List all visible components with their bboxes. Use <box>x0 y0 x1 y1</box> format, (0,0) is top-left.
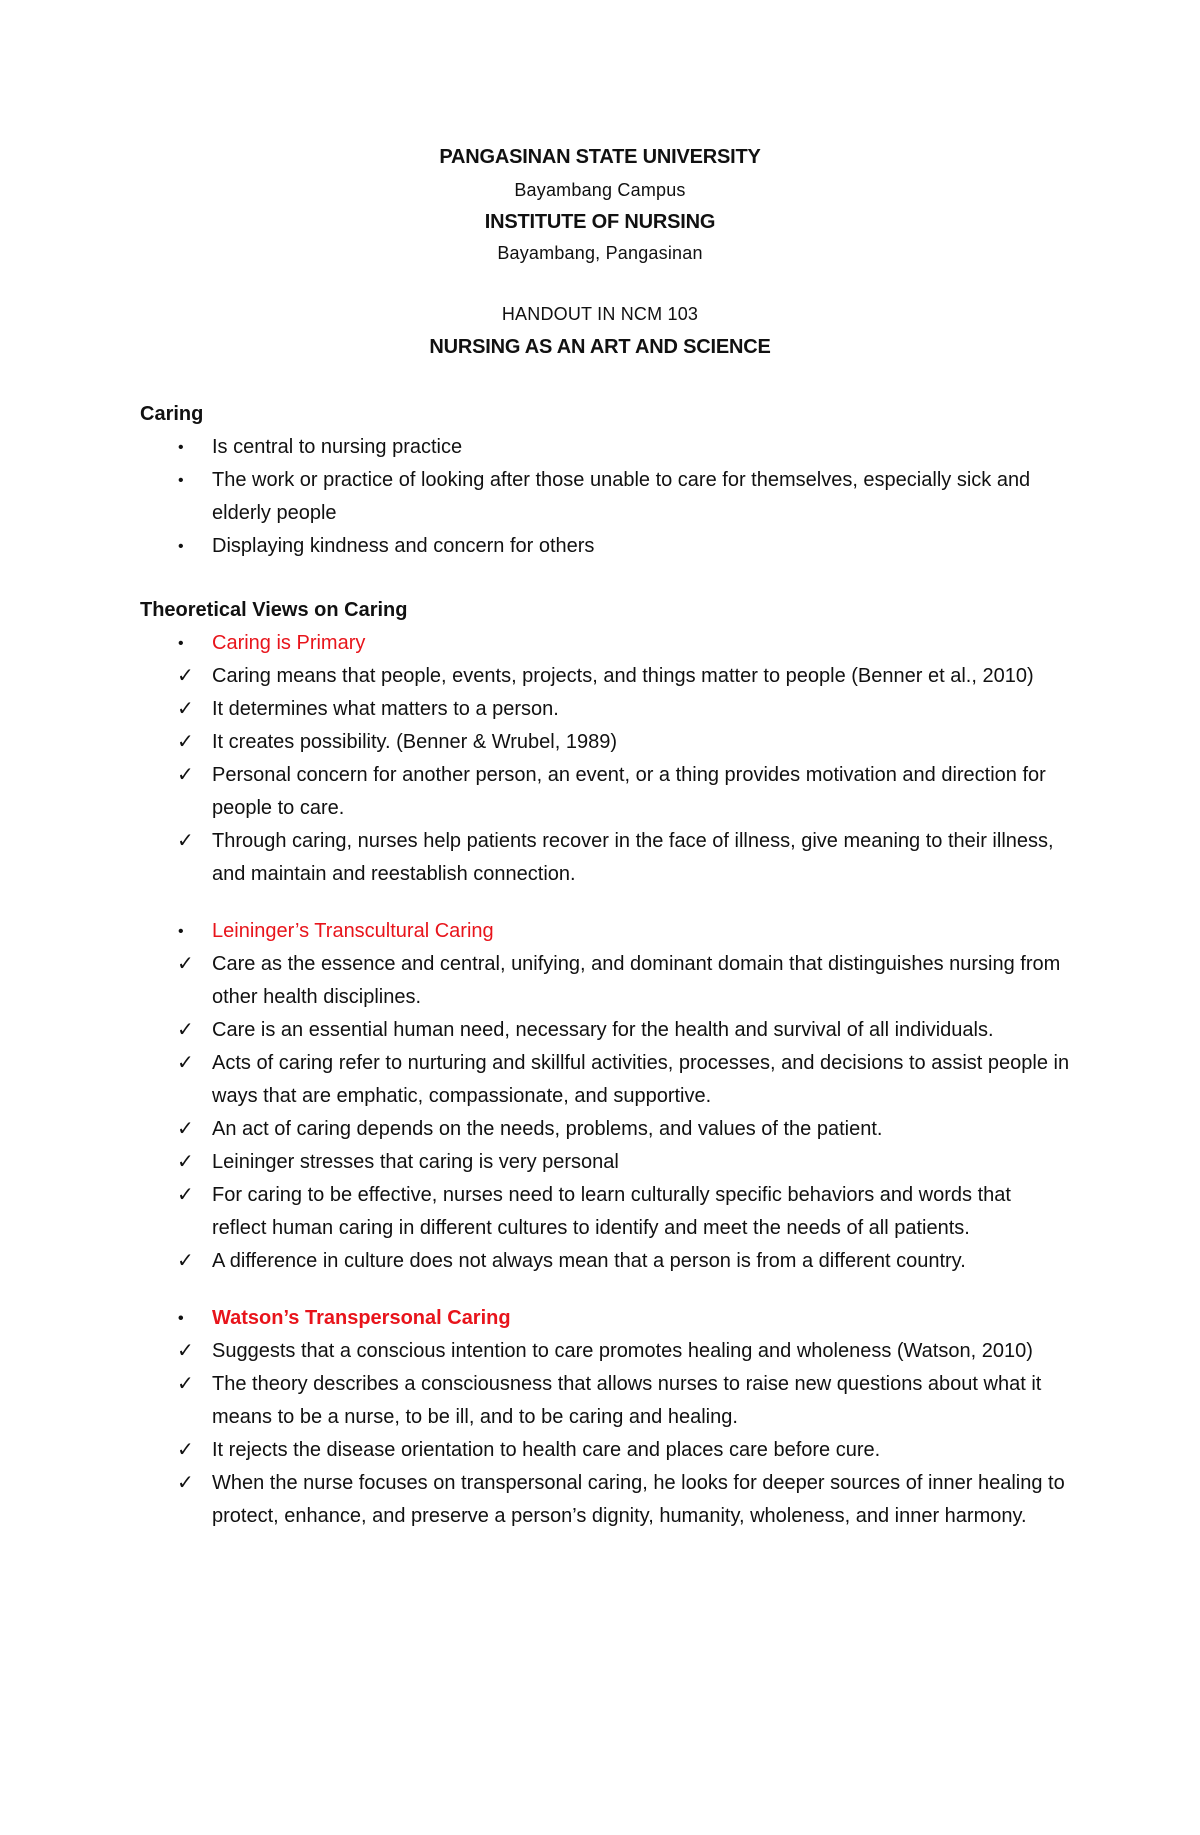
bullet-icon: • <box>178 1310 184 1327</box>
list-item: ✓ Suggests that a conscious intention to care promotes healing and wholeness (Watson, 2010) <box>140 1335 1070 1368</box>
caring-heading: Caring <box>140 403 204 425</box>
bullet-icon: • <box>178 538 184 555</box>
checkmark-icon: ✓ <box>177 1184 194 1206</box>
list-item: ✓ Personal concern for another person, an event, or a thing provides motivation and direction for people to care. <box>140 759 1070 825</box>
theoretical-views-heading: Theoretical Views on Caring <box>140 599 408 621</box>
list-item: ✓ Through caring, nurses help patients recover in the face of illness, give meaning to their illness, and maintain and reestablish connection. <box>140 825 1070 891</box>
list-item: ✓ For caring to be effective, nurses need to learn culturally specific behaviors and words that reflect human caring in different cultures to identify and meet the needs of all patients. <box>140 1179 1070 1245</box>
watson-section <box>140 1302 1070 1533</box>
campus-name: Bayambang Campus <box>514 180 686 200</box>
list-item: ✓ It creates possibility. (Benner & Wrubel, 1989) <box>140 726 1070 759</box>
checkmark-icon: ✓ <box>177 731 194 753</box>
list-item: ✓ It rejects the disease orientation to health care and places care before cure. <box>140 1434 1070 1467</box>
section-heading: • Watson’s Transpersonal Caring <box>140 1302 1070 1335</box>
leininger-section <box>140 915 1070 1278</box>
checkmark-icon: ✓ <box>177 1052 194 1074</box>
checkmark-icon: ✓ <box>177 1472 194 1494</box>
section-heading: • Caring is Primary <box>140 627 1070 660</box>
bullet-icon: • <box>178 635 184 652</box>
list-item: ✓ Caring means that people, events, projects, and things matter to people (Benner et al., 2010) <box>140 660 1070 693</box>
checkmark-icon: ✓ <box>177 1373 194 1395</box>
checkmark-icon: ✓ <box>177 1118 194 1140</box>
checkmark-icon: ✓ <box>177 830 194 852</box>
checkmark-icon: ✓ <box>177 665 194 687</box>
list-item: ✓ Acts of caring refer to nurturing and skillful activities, processes, and decisions to assist people in ways that are emphatic, compassionate, and supportive. <box>140 1047 1070 1113</box>
list-item: • The work or practice of looking after those unable to care for themselves, especially sick and elderly people <box>140 464 1070 530</box>
checkmark-icon: ✓ <box>177 1250 194 1272</box>
location-text: Bayambang, Pangasinan <box>497 243 703 263</box>
caring-list <box>140 431 1070 563</box>
list-item: • Displaying kindness and concern for others <box>140 530 1070 563</box>
list-item: ✓ When the nurse focuses on transpersonal caring, he looks for deeper sources of inner healing to protect, enhance, and preserve a person’s dignity, humanity, wholeness, and inner harmony. <box>140 1467 1070 1533</box>
checkmark-icon: ✓ <box>177 1151 194 1173</box>
list-item: ✓ An act of caring depends on the needs, problems, and values of the patient. <box>140 1113 1070 1146</box>
checkmark-icon: ✓ <box>177 953 194 975</box>
caring-is-primary-section <box>140 627 1070 891</box>
list-item: ✓ The theory describes a consciousness that allows nurses to raise new questions about what it means to be a nurse, to be ill, and to be caring and healing. <box>140 1368 1070 1434</box>
list-item: ✓ Leininger stresses that caring is very personal <box>140 1146 1070 1179</box>
document-body <box>140 398 1070 1533</box>
list-item: ✓ Care as the essence and central, unifying, and dominant domain that distinguishes nursing from other health disciplines. <box>140 948 1070 1014</box>
bullet-icon: • <box>178 923 184 940</box>
handout-label: HANDOUT IN NCM 103 <box>501 304 699 324</box>
institute-title: INSTITUTE OF NURSING <box>484 211 716 233</box>
list-item: ✓ It determines what matters to a person. <box>140 693 1070 726</box>
list-item: ✓ A difference in culture does not always mean that a person is from a different country. <box>140 1245 1070 1278</box>
checkmark-icon: ✓ <box>177 1019 194 1041</box>
section-heading: • Leininger’s Transcultural Caring <box>140 915 1070 948</box>
checkmark-icon: ✓ <box>177 764 194 786</box>
checkmark-icon: ✓ <box>177 1340 194 1362</box>
list-item: • Is central to nursing practice <box>140 431 1070 464</box>
university-title: PANGASINAN STATE UNIVERSITY <box>439 146 761 168</box>
checkmark-icon: ✓ <box>177 1439 194 1461</box>
list-item: ✓ Care is an essential human need, necessary for the health and survival of all individuals. <box>140 1014 1070 1047</box>
topic-title: NURSING AS AN ART AND SCIENCE <box>429 336 771 358</box>
bullet-icon: • <box>178 472 184 489</box>
checkmark-icon: ✓ <box>177 698 194 720</box>
bullet-icon: • <box>178 439 184 456</box>
